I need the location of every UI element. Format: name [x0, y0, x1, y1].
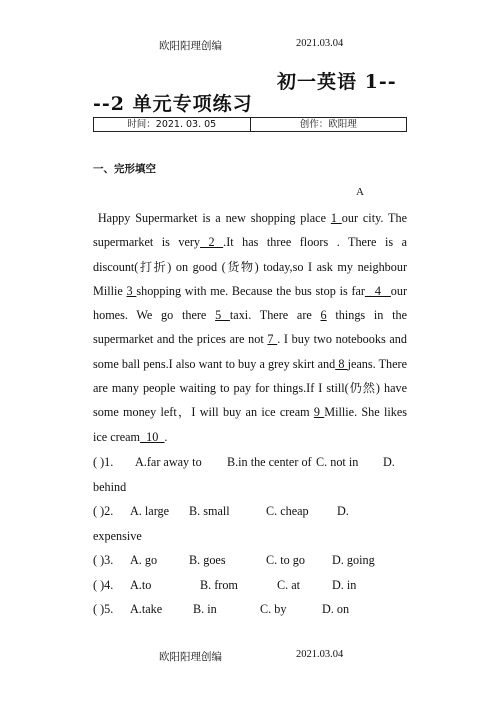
- option-d: D.: [383, 455, 395, 469]
- passage-text: [93, 206, 407, 449]
- question-number: ( )4.: [93, 578, 114, 592]
- passage-label: A: [356, 186, 364, 198]
- option-a: A.to: [130, 578, 152, 592]
- blank-5: 5: [215, 308, 230, 323]
- meta-table: [93, 117, 407, 132]
- blank-4: _ 4 _: [364, 283, 391, 298]
- blank-3: 3: [126, 283, 137, 298]
- option-b: B. small: [189, 504, 230, 518]
- passage-segment: .It has three floors . There is a discount(打折) on good (货物) today,so I ask my neighbour Millie: [93, 235, 407, 298]
- meta-author: 创作：欧阳理: [250, 118, 407, 132]
- option-a: A.far away to: [135, 455, 202, 469]
- passage-segment: our homes. We go there: [93, 283, 407, 323]
- section-heading: 一、完形填空: [93, 163, 156, 175]
- page-header-date: 2021.03.04: [296, 38, 344, 49]
- passage-segment: things in the supermarket and the prices are not: [93, 308, 407, 347]
- option-a: A. large: [130, 504, 170, 518]
- question-number: ( )1.: [93, 455, 114, 469]
- option-d-text: behind: [93, 480, 127, 494]
- option-c: C. cheap: [266, 504, 309, 518]
- page-header-author: 欧阳阳理创编: [159, 41, 222, 52]
- page-footer-author: 欧阳阳理创编: [159, 652, 222, 663]
- question-number: ( )5.: [93, 602, 114, 616]
- passage-segment: shopping with me. Because the bus stop is far: [136, 283, 365, 298]
- blank-9: 9: [313, 405, 325, 420]
- question-number: ( )2.: [93, 504, 114, 518]
- option-d: D. on: [322, 602, 350, 616]
- option-c: C. at: [277, 578, 301, 592]
- option-d-text: expensive: [93, 529, 142, 543]
- option-d: D.: [337, 504, 349, 518]
- page-footer-date: 2021.03.04: [296, 649, 344, 660]
- option-b: B. in: [193, 602, 217, 616]
- option-c: C. by: [260, 602, 287, 616]
- blank-1: 1: [330, 211, 342, 225]
- option-a: A.take: [130, 602, 163, 616]
- page-title-part2: --2 单元专项练习: [93, 93, 253, 115]
- passage-segment: . I buy two notebooks and some ball pens.I also want to buy a grey skirt and: [93, 332, 407, 371]
- passage-segment: our city. The supermarket is very: [93, 211, 408, 250]
- blank-2: 2: [200, 235, 224, 250]
- option-b: B. from: [200, 578, 238, 592]
- option-b: B. goes: [189, 553, 226, 567]
- passage-segment: .: [164, 429, 168, 444]
- passage-segment: taxi. There are: [229, 308, 321, 323]
- option-d: D. in: [332, 578, 357, 592]
- blank-6: 6: [320, 308, 327, 323]
- blank-8: 8: [335, 356, 348, 371]
- blank-10: _10_: [140, 429, 165, 444]
- meta-time: 时间：2021. 03. 05: [94, 118, 251, 132]
- passage-segment: Happy Supermarket is a new shopping place: [97, 211, 331, 225]
- passage-segment: Millie. She likes ice cream: [93, 405, 407, 444]
- passage-segment: jeans. There are many people waiting to pay for things.If I still(仍然) have some money left，I will buy an ice cream: [93, 356, 408, 420]
- option-d: D. going: [332, 553, 375, 567]
- blank-7: 7: [267, 332, 278, 347]
- question-number: ( )3.: [93, 553, 114, 567]
- option-c: C. to go: [266, 553, 305, 567]
- page-title-part1: 初一英语 1--: [277, 71, 397, 93]
- option-b: B.in the center of: [227, 455, 312, 469]
- option-c: C. not in: [316, 455, 359, 469]
- option-a: A. go: [130, 553, 158, 567]
